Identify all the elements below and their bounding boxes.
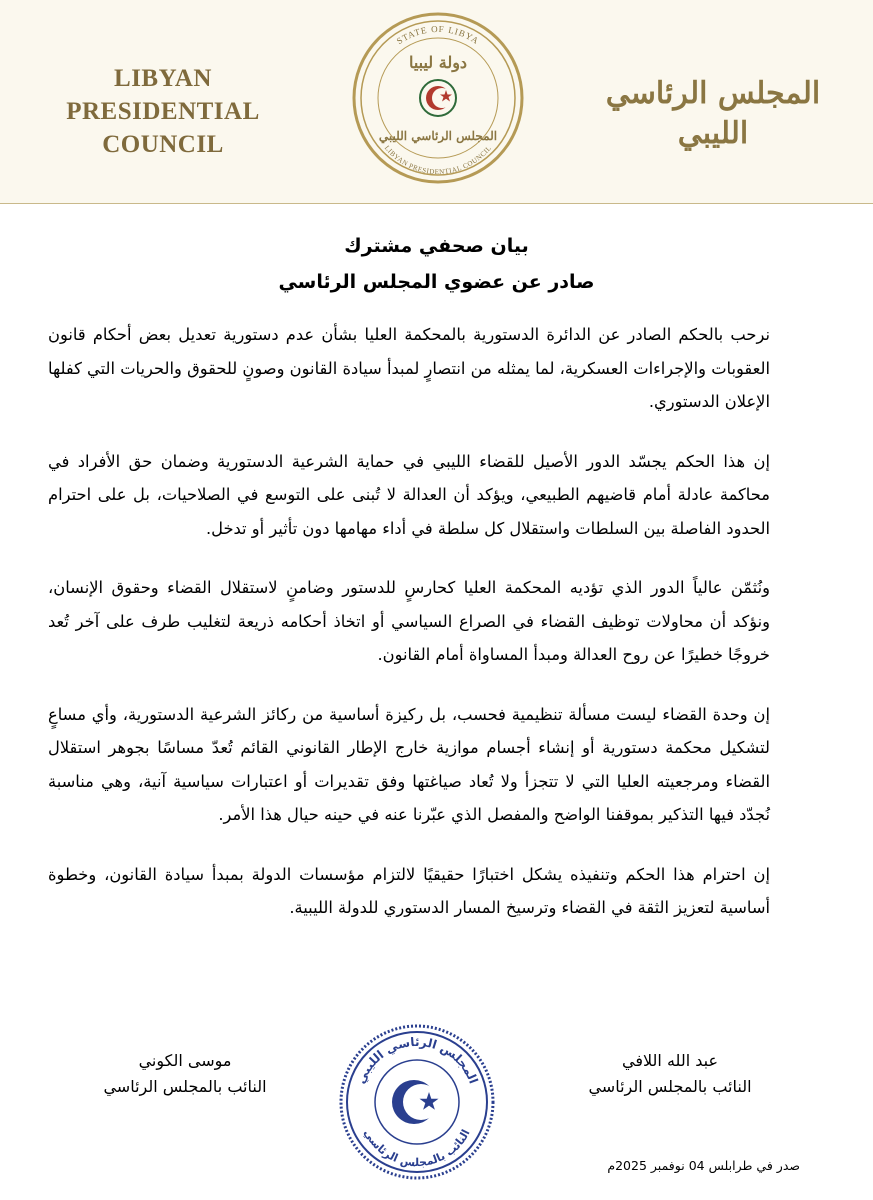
- stamp-top-text: المجلس الرئاسي الليبي: [353, 1034, 481, 1086]
- crescent-star-icon: [420, 80, 456, 116]
- signatory-title: النائب بالمجلس الرئاسي: [103, 1077, 267, 1096]
- signatory-name: موسى الكوني: [138, 1051, 232, 1070]
- official-stamp: [337, 1022, 497, 1182]
- state-emblem-seal: [350, 10, 526, 186]
- emblem-bottom-text: LIBYAN PRESIDENTIAL COUNCIL: [382, 144, 494, 177]
- crescent-star-icon: [392, 1080, 439, 1124]
- svg-text:النائب بالمجلس الرئاسي: [361, 1127, 472, 1170]
- emblem-lower-text: المجلس الرئاسي الليبي: [378, 129, 498, 143]
- stamp-bottom-text: النائب بالمجلس الرئاسي: [361, 1126, 473, 1170]
- signature-block-right: [570, 1048, 770, 1100]
- issue-date-line: صدر في طرابلس 04 نوفمبر 2025م: [607, 1158, 800, 1173]
- signature-block-left: [80, 1048, 290, 1100]
- body-paragraph: نرحب بالحكم الصادر عن الدائرة الدستورية بالمحكمة العليا بشأن عدم دستورية تعديل بعض أحكام قانون العقوبات والإجراءات العسكرية، لما يمثله من انتصارٍ لمبدأ سيادة القانون وصونٍ للحقوق والحريات التي كفلها الإعلان الدستوري.: [48, 325, 770, 411]
- emblem-top-text: STATE OF LIBYA: [394, 23, 482, 47]
- letterhead-english-line1: LIBYAN PRESIDENTIAL: [66, 65, 260, 125]
- body-paragraph: إن احترام هذا الحكم وتنفيذه يشكل اختبارًا حقيقيًا لالتزام مؤسسات الدولة بمبدأ سيادة القانون، وخطوة أساسية لتعزيز الثقة في القضاء وترسيخ المسار الدستوري للدولة الليبية.: [48, 864, 770, 917]
- heading-subtitle: صادر عن عضوي المجلس الرئاسي: [278, 271, 595, 293]
- letterhead-english-name: [28, 62, 298, 161]
- statement-body: [48, 318, 770, 951]
- signatory-name: عبد الله اللافي: [622, 1051, 718, 1070]
- letterhead-arabic-name: المجلس الرئاسي الليبي: [605, 76, 821, 151]
- body-paragraph: إن وحدة القضاء ليست مسألة تنظيمية فحسب، بل ركيزة أساسية من ركائز الشرعية الدستورية، وأي مساعٍ لتشكيل محكمة دستورية أو إنشاء أجسام موازية خارج الإطار القانوني القائم تُعدّ مساسًا بجوهر استقلال القضاء ومرجعيته العليا التي لا تتجزأ ولا تُعاد صياغتها وفق تقديرات أو اعتبارات سياسية آنية، وهي مناسبة نُجدّد فيها التذكير بموقفنا الواضح والمفصل الذي عبّرنا عنه في حينه حيال هذا الأمر.: [48, 704, 770, 824]
- heading-title: بيان صحفي مشترك: [344, 235, 529, 257]
- body-paragraph: ونُثمّن عالياً الدور الذي تؤديه المحكمة العليا كحارسٍ للدستور وضامنٍ لاستقلال القضاء وحقوق الإنسان، ونؤكد أن محاولات توظيف القضاء في الصراع السياسي أو اتخاذ أحكامه ذريعة لتغليب طرف على آخر تُعد خروجًا خطيرًا عن روح العدالة ومبدأ المساواة أمام القانون.: [48, 578, 770, 664]
- statement-heading: [0, 228, 873, 300]
- letterhead-english-line2: COUNCIL: [102, 131, 224, 158]
- signatory-title: النائب بالمجلس الرئاسي: [588, 1077, 752, 1096]
- letterhead: [0, 0, 873, 204]
- body-paragraph: إن هذا الحكم يجسّد الدور الأصيل للقضاء الليبي في حماية الشرعية الدستورية وضمان حق الأفراد في محاكمة عادلة أمام قاضيهم الطبيعي، ويؤكد أن العدالة لا تُبنى على التوسع في الصلاحيات، بل على احترام الحدود الفاصلة بين السلطات واستقلال كل سلطة في أداء مهامها دون تأثير أو تدخل.: [48, 451, 770, 538]
- emblem-center-text: دولة ليبيا: [408, 53, 468, 72]
